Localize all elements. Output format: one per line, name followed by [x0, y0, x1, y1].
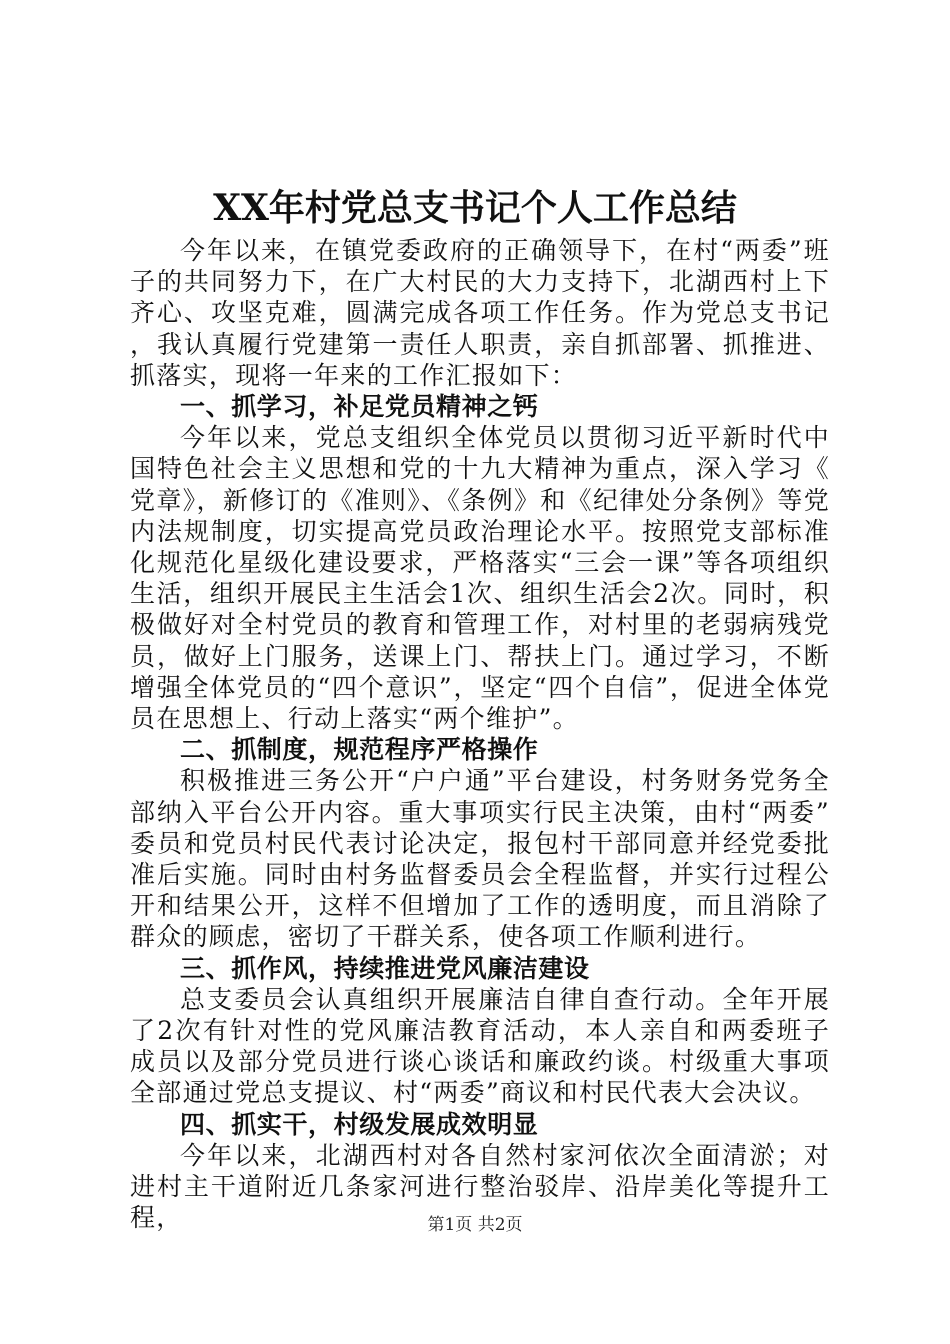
- section-heading-system: 二、抓制度，规范程序严格操作: [180, 735, 539, 765]
- section-paragraph-conduct: 总支委员会认真组织开展廉洁自律自查行动。全年开展了2次有针对性的党风廉洁教育活动，本人亲自和两委班子成员以及部分党员进行谈心谈话和廉政约谈。村级重大事项全部通过党总支提议、村“两委”商议和村民代表大会决议。: [130, 984, 830, 1108]
- document-title: XX年村党总支书记个人工作总结: [213, 187, 737, 229]
- section-paragraph-study: 今年以来，党总支组织全体党员以贯彻习近平新时代中国特色社会主义思想和党的十九大精神为重点，深入学习《党章》，新修订的《准则》、《条例》和《纪律处分条例》等党内法规制度，切实提高党员政治理论水平。按照党支部标准化规范化星级化建设要求，严格落实“三会一课”等各项组织生活，组织开展民主生活会1次、组织生活会2次。同时，积极做好对全村党员的教育和管理工作，对村里的老弱病残党员，做好上门服务，送课上门、帮扶上门。通过学习，不断增强全体党员的“四个意识”，坚定“四个自信”，促进全体党员在思想上、行动上落实“两个维护”。: [130, 423, 830, 734]
- intro-paragraph: 今年以来，在镇党委政府的正确领导下，在村“两委”班子的共同努力下，在广大村民的大力支持下，北湖西村上下齐心、攻坚克难，圆满完成各项工作任务。作为党总支书记，我认真履行党建第一责任人职责，亲自抓部署、抓推进、抓落实，现将一年来的工作汇报如下：: [130, 236, 830, 390]
- document-body: [130, 235, 830, 1234]
- section-heading-conduct: 三、抓作风，持续推进党风廉洁建设: [180, 953, 590, 983]
- page-footer: 第1页 共2页: [427, 1215, 523, 1235]
- section-heading-study: 一、抓学习，补足党员精神之钙: [180, 392, 539, 422]
- section-paragraph-system: 积极推进三务公开“户户通”平台建设，村务财务党务全部纳入平台公开内容。重大事项实行民主决策，由村“两委”委员和党员村民代表讨论决定，报包村干部同意并经党委批准后实施。同时由村务监督委员会全程监督，并实行过程公开和结果公开，这样不但增加了工作的透明度，而且消除了群众的顾虑，密切了干群关系，使各项工作顺利进行。: [130, 766, 830, 952]
- section-paragraph-development: 今年以来，北湖西村对各自然村家河依次全面清淤；对进村主干道附近几条家河进行整治驳岸、沿岸美化等提升工程，: [130, 1140, 830, 1233]
- section-heading-development: 四、抓实干，村级发展成效明显: [180, 1109, 539, 1139]
